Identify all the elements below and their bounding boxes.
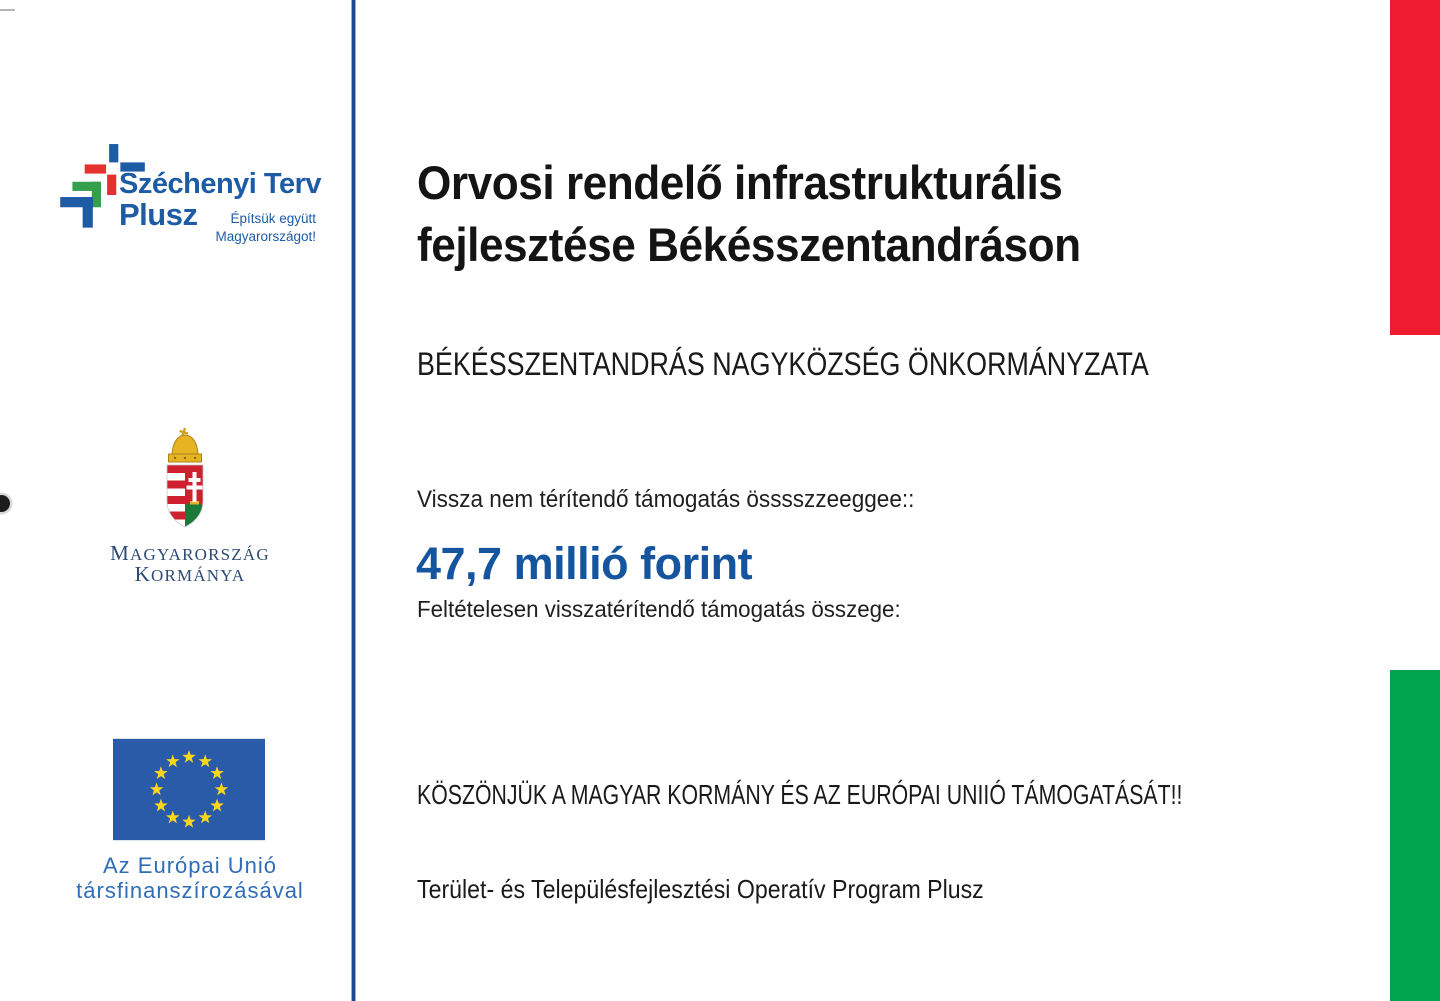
conditional-grant-label: Feltételesen visszatérítendő támogatás összege: [417,596,901,622]
scan-artifact-dash [0,9,15,11]
acknowledgement-line: KÖSZÖNJÜK A MAGYAR KORMÁNY ÉS AZ EURÓPAI UNIIÓ TÁMOGATÁSÁT!! [417,779,1183,810]
project-title-line1: Orvosi rendelő infrastrukturális [417,156,1063,209]
szechenyi-tagline-line2: Magyarországot! [215,229,316,244]
szechenyi-logo-subtitle: Plusz [119,197,198,232]
green-accent-bar [1390,670,1440,1001]
project-title-line2: fejlesztése Békésszentandráson [417,218,1081,271]
beneficiary-name: BÉKÉSSZENTANDRÁS NAGYKÖZSÉG ÖNKORMÁNYZATA [417,346,1149,382]
government-label-line1: MAGYARORSZÁG [110,541,270,565]
red-accent-bar [1390,0,1440,335]
szechenyi-tagline-line1: Építsük együtt [230,211,316,226]
hungary-coat-of-arms-icon [155,427,215,537]
government-label-line2: KORMÁNYA [134,562,246,586]
grant-amount-label: Vissza nem térítendő támogatás össsszzeeggee:: [417,486,915,513]
eu-cofinancing-line2: társfinanszírozásával [76,878,304,903]
eu-flag-icon [113,738,265,841]
vertical-divider-line [351,0,356,1001]
szechenyi-logo-tagline [178,210,316,246]
project-title [417,152,1123,276]
eu-cofinancing-line1: Az Európai Unió [103,853,277,878]
program-name: Terület- és Településfejlesztési Operatív Program Plusz [417,874,984,904]
scan-artifact-dot [0,495,10,512]
grant-amount-value: 47,7 millió forint [416,538,753,589]
szechenyi-logo-title: Széchenyi Terv [119,168,322,200]
